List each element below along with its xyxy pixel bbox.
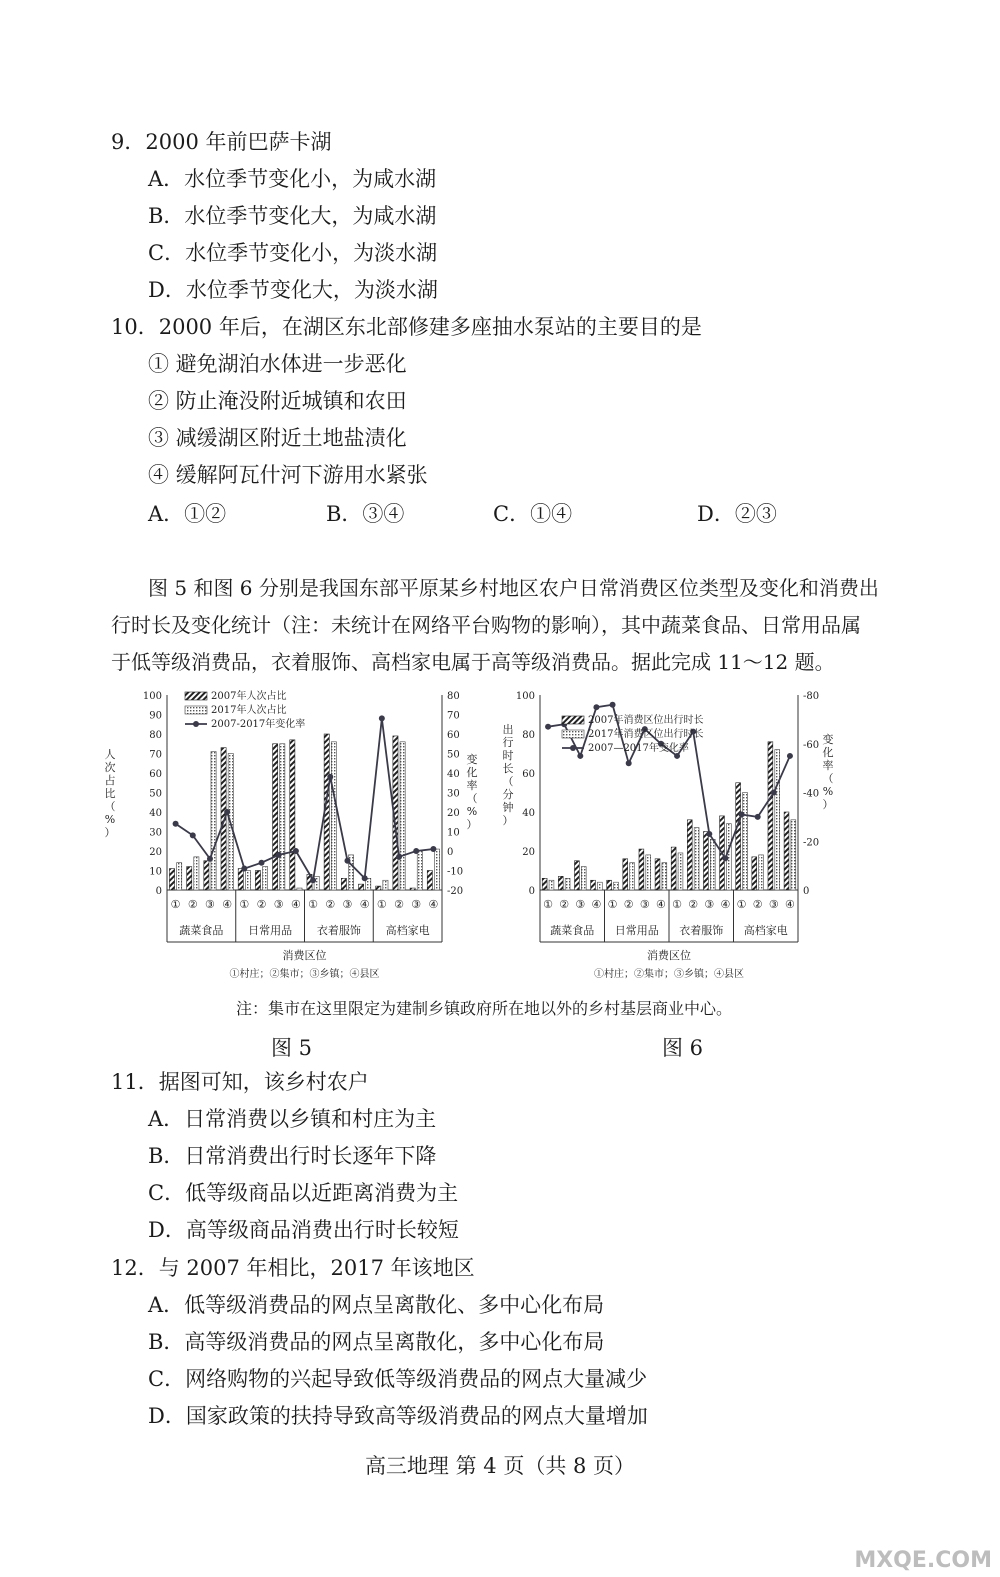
y-axis-label-char: 出 (502, 723, 514, 736)
bar-series-2 (581, 867, 586, 890)
bar-series-2 (630, 863, 635, 890)
y-axis-label-char: 钟 (502, 801, 514, 814)
category-tick-label: ① (543, 898, 553, 911)
q10-option-c: C．①④ (493, 502, 573, 526)
y2-axis-label-char: % (466, 805, 478, 818)
y-axis-label-char: 行 (502, 736, 514, 749)
category-tick-label: ② (187, 898, 198, 911)
bar-series-1 (290, 740, 295, 890)
y-tick-label: 10 (149, 866, 162, 878)
bar-series-1 (703, 832, 708, 891)
bar-series-2 (614, 882, 619, 890)
y2-axis-label-char: （ (466, 792, 478, 805)
category-tick-label: ④ (785, 898, 795, 911)
line-point (610, 702, 616, 708)
y2-axis-label-char: 化 (822, 746, 834, 759)
q12-option-b: B．高等级消费品的网点呈离散化，多中心化布局 (148, 1330, 605, 1354)
bar-series-1 (169, 869, 174, 890)
line-point (771, 790, 777, 796)
y2-axis-label (823, 732, 834, 811)
line-series-3 (548, 705, 790, 859)
bar-series-1 (558, 876, 563, 890)
y2-tick-label: -80 (803, 691, 820, 702)
q10-item-2: ② 防止淹没附近城镇和农田 (148, 389, 407, 413)
line-point (362, 875, 368, 881)
line-point (413, 848, 419, 854)
y-tick-label: 20 (522, 847, 535, 858)
line-point (224, 809, 230, 815)
line-point (173, 821, 179, 827)
bar-series-2 (662, 863, 667, 890)
category-tick-label: ③ (411, 898, 422, 911)
line-point (545, 724, 551, 730)
bar-series-2 (434, 849, 439, 890)
category-tick-label: ④ (591, 898, 602, 911)
line-point (787, 753, 793, 759)
category-tick-label: ① (239, 898, 250, 911)
bar-series-2 (280, 744, 285, 890)
y2-axis-label-char: 化 (466, 766, 478, 779)
legend-label: 2017年消费区位出行时长 (588, 729, 704, 740)
q11-option-d: D．高等级商品消费出行时长较短 (148, 1218, 459, 1242)
q12-stem: 12．与 2007 年相比，2017 年该地区 (111, 1256, 475, 1280)
bar-series-2 (297, 888, 302, 890)
bar-series-1 (341, 878, 346, 890)
q12-option-c: C．网络购物的兴起导致低等级消费品的网点大量减少 (148, 1367, 648, 1391)
y2-axis-label-char: ） (822, 798, 834, 811)
y2-tick-label: 40 (447, 769, 460, 780)
line-point (327, 774, 333, 780)
bar-series-2 (710, 839, 715, 890)
legend-swatch-3-point (193, 721, 199, 727)
y-tick-label: 70 (149, 749, 162, 761)
category-tick-label: ④ (290, 898, 301, 911)
figure-6-chart (500, 683, 840, 983)
y-axis-label-char: 比 (104, 787, 116, 800)
group-label: 高档家电 (385, 924, 430, 937)
y2-axis-label-char: 变 (466, 753, 478, 766)
category-tick-label: ③ (342, 898, 353, 911)
y2-tick-label: -40 (803, 788, 820, 800)
y-tick-label: 30 (149, 827, 162, 839)
y-tick-label: 50 (149, 788, 162, 800)
bar-series-1 (752, 857, 757, 890)
q10-item-1: ① 避免湖泊水体进一步恶化 (148, 352, 407, 376)
y2-tick-label: 0 (803, 886, 810, 897)
bar-series-1 (255, 871, 260, 891)
legend-label: 2007-2017年变化率 (211, 719, 306, 730)
line-point (577, 753, 583, 759)
y-tick-label: 90 (149, 710, 162, 722)
q12-option-a: A．低等级消费品的网点呈离散化、多中心化布局 (148, 1293, 605, 1317)
bar-series-1 (623, 859, 628, 890)
y-axis-label-char: ） (502, 814, 514, 827)
y-tick-label: 0 (528, 886, 535, 897)
line-point (293, 848, 299, 854)
category-tick-label: ① (607, 898, 618, 911)
group-label: 日常用品 (248, 924, 293, 937)
y-tick-label: 40 (522, 808, 535, 819)
category-tick-label: ② (688, 898, 699, 911)
group-label: 高档家电 (743, 924, 788, 937)
bar-series-2 (400, 742, 405, 890)
category-tick-label: ② (325, 898, 336, 911)
y-axis-label-char: （ (104, 800, 116, 813)
y-axis-label-char: 时 (502, 749, 514, 762)
line-point (259, 860, 265, 866)
y-tick-label: 100 (515, 691, 535, 702)
bar-series-1 (671, 847, 676, 890)
y2-tick-label: 80 (447, 691, 460, 702)
legend-label: 2007—2017年变化率 (588, 743, 689, 754)
y-axis-label-char: 人 (104, 748, 116, 761)
category-tick-label: ④ (656, 898, 666, 911)
watermark-logo: MXQE.COM (854, 1548, 992, 1573)
bar-series-2 (331, 742, 336, 890)
bar-series-2 (678, 853, 683, 890)
bar-series-1 (410, 888, 415, 890)
q11-option-a: A．日常消费以乡镇和村庄为主 (148, 1107, 437, 1131)
q12-option-d: D．国家政策的扶持导致高等级消费品的网点大量增加 (148, 1404, 648, 1428)
q9-option-b: B．水位季节变化大，为咸水湖 (148, 204, 437, 228)
bar-series-1 (574, 861, 579, 890)
legend-swatch-2 (185, 706, 207, 714)
legend-swatch-1 (185, 692, 207, 700)
legend-swatch-2 (562, 730, 584, 738)
group-label: 衣着服饰 (679, 924, 724, 937)
y-tick-label: 80 (522, 730, 535, 741)
q10-option-b: B．③④ (326, 502, 405, 526)
line-point (190, 832, 196, 838)
q9-option-a: A．水位季节变化小，为咸水湖 (148, 167, 437, 191)
line-point (722, 855, 728, 861)
bar-series-1 (687, 820, 692, 890)
bar-series-2 (565, 878, 570, 890)
bar-series-2 (743, 793, 748, 891)
bar-series-1 (376, 886, 381, 890)
bar-series-2 (597, 882, 602, 890)
category-tick-label: ④ (720, 898, 731, 911)
figure-5-chart (100, 683, 480, 983)
bar-series-2 (694, 828, 699, 890)
legend-label: 2017年人次占比 (211, 705, 287, 716)
y2-axis-label-char: 变 (822, 733, 834, 746)
category-tick-label: ④ (222, 898, 233, 911)
legend-label: 2007年人次占比 (211, 691, 287, 702)
category-tick-label: ③ (768, 898, 779, 911)
bar-series-2 (775, 750, 780, 890)
q9-stem: 9．2000 年前巴萨卡湖 (111, 130, 332, 154)
line-point (207, 856, 213, 862)
q10-option-d: D．②③ (697, 502, 777, 526)
line-point (241, 866, 247, 872)
y2-tick-label: 70 (447, 710, 460, 722)
y-tick-label: 40 (149, 808, 162, 819)
category-tick-label: ① (736, 898, 747, 911)
line-point (310, 877, 316, 883)
y-tick-label: 60 (149, 769, 162, 780)
bar-series-2 (177, 863, 182, 890)
q10-item-4: ④ 缓解阿瓦什河下游用水紧张 (148, 463, 428, 487)
bar-series-1 (273, 744, 278, 890)
bar-series-2 (549, 880, 554, 890)
bar-series-2 (194, 857, 199, 890)
group-label: 日常用品 (614, 924, 659, 937)
bar-series-1 (359, 884, 364, 890)
bar-series-1 (591, 880, 596, 890)
category-tick-label: ④ (428, 898, 439, 911)
page-footer: 高三地理 第 4 页（共 8 页） (364, 1454, 636, 1478)
x-axis-label: 消费区位 (282, 949, 327, 962)
y2-axis-label-char: % (822, 785, 834, 798)
category-tick-label: ③ (273, 898, 284, 911)
y2-tick-label: 20 (447, 808, 460, 819)
line-point (755, 814, 761, 820)
line-point (626, 760, 632, 766)
chart-footnote: ①村庄；②集市；③乡镇；④县区 (229, 969, 380, 980)
category-tick-label: ① (672, 898, 682, 911)
figure-6-caption: 图 6 (662, 1036, 704, 1060)
bar-series-2 (791, 820, 796, 890)
y2-tick-label: 30 (447, 788, 460, 800)
bar-series-1 (768, 742, 773, 890)
category-tick-label: ② (559, 898, 570, 911)
legend-label: 2007年消费区位出行时长 (588, 715, 704, 726)
bar-series-1 (542, 878, 547, 890)
y2-tick-label: -20 (803, 837, 820, 849)
chart-footnote: ①村庄；②集市；③乡镇；④县区 (594, 969, 744, 980)
y2-tick-label: 10 (447, 827, 460, 839)
bar-series-2 (211, 752, 216, 890)
y2-axis-label-char: ） (466, 818, 478, 831)
y2-tick-label: -60 (803, 739, 820, 751)
chart-note: 注：集市在这里限定为建制乡镇政府所在地以外的乡村基层商业中心。 (236, 999, 733, 1018)
y2-tick-label: 60 (447, 730, 460, 741)
bar-series-2 (245, 871, 250, 891)
y-axis-label (105, 748, 116, 839)
bar-series-1 (784, 812, 789, 890)
q11-stem: 11．据图可知，该乡村农户 (111, 1070, 369, 1094)
legend-swatch-1 (562, 716, 584, 724)
y-axis-label-char: 长 (502, 762, 514, 775)
category-tick-label: ① (308, 898, 319, 911)
bar-series-1 (607, 880, 612, 890)
y2-tick-label: -10 (447, 866, 464, 878)
intro-line-1: 图 5 和图 6 分别是我国东部平原某乡村地区农户日常消费区位类型及变化和消费出 (148, 576, 879, 600)
intro-line-2: 行时长及变化统计（注：未统计在网络平台购物的影响），其中蔬菜食品、日常用品属 (111, 613, 861, 637)
y2-axis-label-char: （ (822, 772, 834, 785)
category-tick-label: ② (256, 898, 267, 911)
q9-option-c: C．水位季节变化小，为淡水湖 (148, 241, 438, 265)
bar-series-1 (655, 859, 660, 890)
category-tick-label: ③ (639, 898, 650, 911)
category-tick-label: ③ (205, 898, 215, 911)
q9-option-d: D．水位季节变化大，为淡水湖 (148, 278, 438, 302)
line-point (430, 846, 436, 852)
category-tick-label: ① (170, 898, 181, 911)
y2-tick-label: 0 (447, 847, 454, 858)
bar-series-1 (238, 869, 243, 890)
legend-swatch-3-point (570, 745, 576, 751)
group-label: 蔬菜食品 (179, 924, 224, 937)
y-axis-label-char: 占 (104, 774, 116, 787)
bar-series-1 (187, 867, 192, 890)
q10-stem: 10．2000 年后，在湖区东北部修建多座抽水泵站的主要目的是 (111, 315, 702, 339)
category-tick-label: ④ (359, 898, 370, 911)
bar-series-2 (646, 855, 651, 890)
q10-option-a: A．①② (148, 502, 227, 526)
y-tick-label: 80 (149, 730, 162, 741)
y-axis-label (503, 722, 514, 827)
category-tick-label: ② (394, 898, 404, 911)
y2-axis-label (467, 752, 478, 831)
line-point (344, 858, 350, 864)
q11-option-b: B．日常消费出行时长逐年下降 (148, 1144, 437, 1168)
y2-axis-label-char: 率 (466, 779, 478, 792)
line-point (706, 831, 712, 837)
y-tick-label: 0 (155, 886, 162, 897)
intro-line-3: 于低等级消费品，衣着服饰、高档家电属于高等级消费品。据此完成 11～12 题。 (111, 650, 835, 674)
y-axis-label-char: （ (502, 775, 514, 788)
bar-series-2 (417, 851, 422, 890)
category-tick-label: ② (623, 898, 634, 911)
q10-item-3: ③ 减缓湖区附近土地盐渍化 (148, 426, 407, 450)
y-tick-label: 20 (149, 847, 162, 858)
category-tick-label: ③ (704, 898, 715, 911)
bar-series-1 (204, 861, 209, 890)
bar-series-2 (383, 880, 388, 890)
category-tick-label: ① (376, 898, 387, 911)
line-point (593, 704, 599, 710)
bar-series-2 (263, 867, 268, 890)
category-tick-label: ③ (575, 898, 586, 911)
bar-series-2 (759, 855, 764, 890)
group-label: 蔬菜食品 (550, 924, 595, 937)
x-axis-label: 消费区位 (647, 949, 691, 962)
y-axis-label-char: % (104, 813, 116, 826)
y-axis-label-char: 分 (502, 788, 514, 801)
y2-tick-label: -20 (447, 886, 464, 897)
y-tick-label: 100 (142, 691, 162, 702)
figure-5-caption: 图 5 (271, 1036, 313, 1060)
line-point (276, 852, 282, 858)
y-axis-label-char: 次 (104, 761, 116, 774)
category-tick-label: ② (752, 898, 763, 911)
q11-option-c: C．低等级商品以近距离消费为主 (148, 1181, 459, 1205)
bar-series-1 (427, 871, 432, 891)
y-tick-label: 60 (522, 769, 535, 780)
line-point (739, 811, 745, 817)
y2-axis-label-char: 率 (822, 759, 834, 772)
bar-series-1 (736, 783, 741, 890)
y2-tick-label: 50 (447, 749, 460, 761)
line-point (379, 715, 385, 721)
y-axis-label-char: ） (104, 826, 116, 839)
group-label: 衣着服饰 (316, 924, 361, 937)
line-point (396, 854, 402, 860)
bar-series-1 (639, 849, 644, 890)
